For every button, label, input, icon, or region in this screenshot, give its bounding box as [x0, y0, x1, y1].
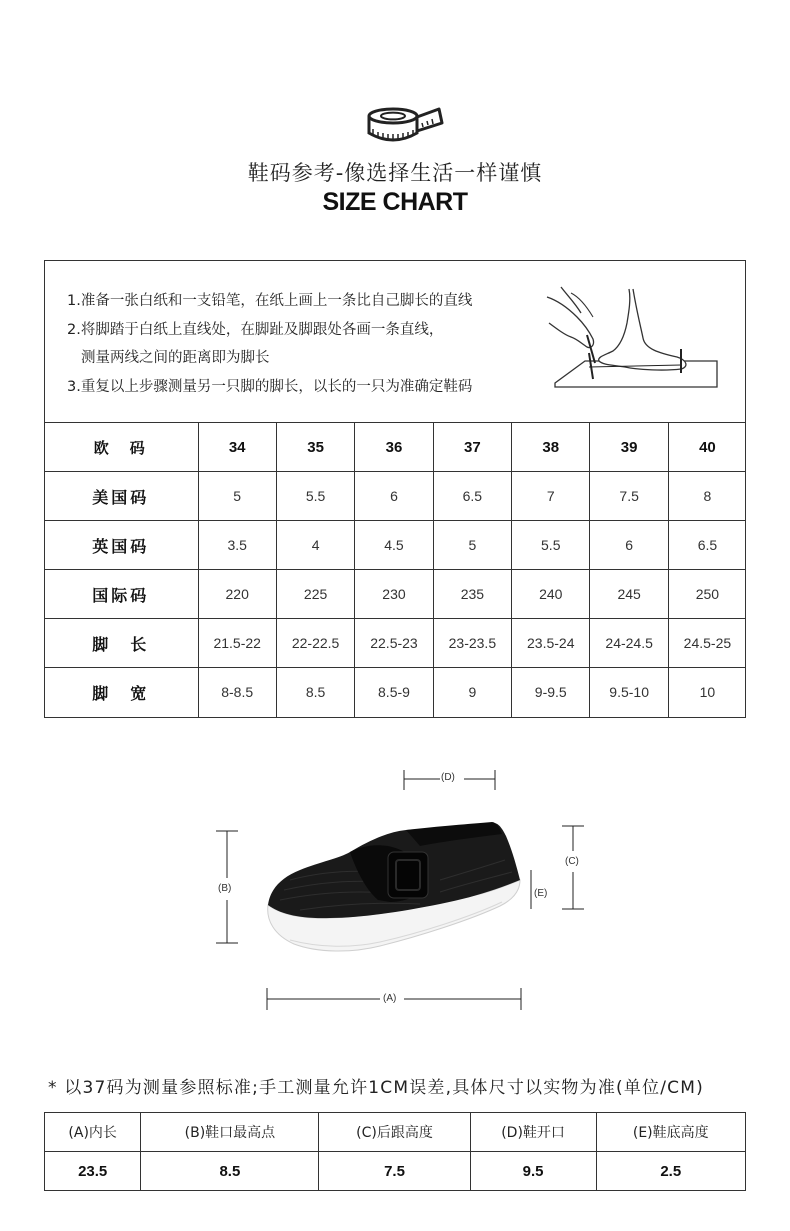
measure-header-a: (A)内长	[45, 1113, 141, 1152]
size-conversion-table	[44, 422, 746, 717]
tape-measure-icon	[363, 103, 445, 147]
page-title: SIZE CHART	[322, 188, 468, 216]
dimension-c-line	[562, 826, 584, 909]
table-cell: 7	[512, 472, 590, 521]
table-cell: 8	[668, 472, 746, 521]
dimension-e-label: (E)	[534, 888, 548, 899]
table-cell: 23-23.5	[433, 619, 511, 668]
table-cell: 6	[590, 521, 668, 570]
measurement-instructions	[67, 287, 537, 401]
measurement-note: * 以37码为测量参照标准;手工测量允许1CM误差,具体尺寸以实物为准(单位/CM)	[48, 1078, 704, 1098]
table-cell: 3.5	[198, 521, 276, 570]
row-label: 美国码	[44, 472, 198, 521]
dimension-a-label: (A)	[383, 993, 397, 1004]
table-cell: 7.5	[590, 472, 668, 521]
table-cell: 40	[668, 423, 746, 472]
table-row	[44, 521, 746, 570]
table-cell: 5	[433, 521, 511, 570]
measure-header-b: (B)鞋口最高点	[141, 1113, 319, 1152]
size-chart-box	[44, 260, 746, 718]
instruction-step-3: 3.重复以上步骤测量另一只脚的脚长，以长的一只为准确定鞋码	[67, 378, 473, 395]
table-cell: 9	[433, 668, 511, 717]
row-label: 英国码	[44, 521, 198, 570]
table-cell: 24-24.5	[590, 619, 668, 668]
table-cell: 35	[276, 423, 354, 472]
row-label: 脚 宽	[44, 668, 198, 717]
table-cell: 6.5	[433, 472, 511, 521]
row-label: 脚 长	[44, 619, 198, 668]
dimension-d-label: (D)	[441, 772, 455, 783]
instruction-step-2: 2.将脚踏于白纸上直线处，在脚趾及脚跟处各画一条直线，	[67, 321, 444, 338]
shoe-image	[268, 822, 520, 951]
table-cell: 10	[668, 668, 746, 717]
table-cell: 235	[433, 570, 511, 619]
table-row	[44, 668, 746, 717]
table-cell: 37	[433, 423, 511, 472]
table-cell: 21.5-22	[198, 619, 276, 668]
dimension-b-label: (B)	[218, 883, 232, 894]
table-cell: 36	[355, 423, 433, 472]
table-cell: 39	[590, 423, 668, 472]
table-cell: 5	[198, 472, 276, 521]
table-cell: 5.5	[276, 472, 354, 521]
table-cell: 8-8.5	[198, 668, 276, 717]
table-cell: 6.5	[668, 521, 746, 570]
page-subtitle: 鞋码参考-像选择生活一样谨慎	[247, 161, 543, 185]
table-cell: 225	[276, 570, 354, 619]
table-cell: 245	[590, 570, 668, 619]
table-row	[44, 619, 746, 668]
table-cell: 23.5-24	[512, 619, 590, 668]
table-cell: 240	[512, 570, 590, 619]
table-cell: 9-9.5	[512, 668, 590, 717]
table-cell: 4.5	[355, 521, 433, 570]
table-cell: 22.5-23	[355, 619, 433, 668]
measure-value-e: 2.5	[596, 1152, 745, 1191]
measure-header-e: (E)鞋底高度	[596, 1113, 745, 1152]
table-cell: 5.5	[512, 521, 590, 570]
table-cell: 22-22.5	[276, 619, 354, 668]
measure-value-d: 9.5	[470, 1152, 596, 1191]
instruction-step-1: 1.准备一张白纸和一支铅笔，在纸上画上一条比自己脚长的直线	[67, 293, 473, 309]
table-cell: 6	[355, 472, 433, 521]
measure-header-d: (D)鞋开口	[470, 1113, 596, 1152]
dimension-c-label: (C)	[565, 856, 579, 867]
table-cell: 250	[668, 570, 746, 619]
table-row	[44, 472, 746, 521]
table-cell: 8.5-9	[355, 668, 433, 717]
table-row	[44, 423, 746, 472]
table-cell: 220	[198, 570, 276, 619]
table-cell: 9.5-10	[590, 668, 668, 717]
table-cell: 230	[355, 570, 433, 619]
foot-measurement-illustration	[541, 283, 721, 401]
measure-header-c: (C)后跟高度	[319, 1113, 470, 1152]
table-cell: 34	[198, 423, 276, 472]
measure-value-c: 7.5	[319, 1152, 470, 1191]
row-label: 欧 码	[44, 423, 198, 472]
table-cell: 8.5	[276, 668, 354, 717]
row-label: 国际码	[44, 570, 198, 619]
table-row	[44, 570, 746, 619]
table-cell: 4	[276, 521, 354, 570]
measure-value-b: 8.5	[141, 1152, 319, 1191]
table-cell: 38	[512, 423, 590, 472]
table-cell: 24.5-25	[668, 619, 746, 668]
instruction-step-2-cont: 测量两线之间的距离即为脚长	[81, 350, 270, 366]
measure-value-a: 23.5	[45, 1152, 141, 1191]
shoe-measurement-table	[44, 1112, 746, 1191]
